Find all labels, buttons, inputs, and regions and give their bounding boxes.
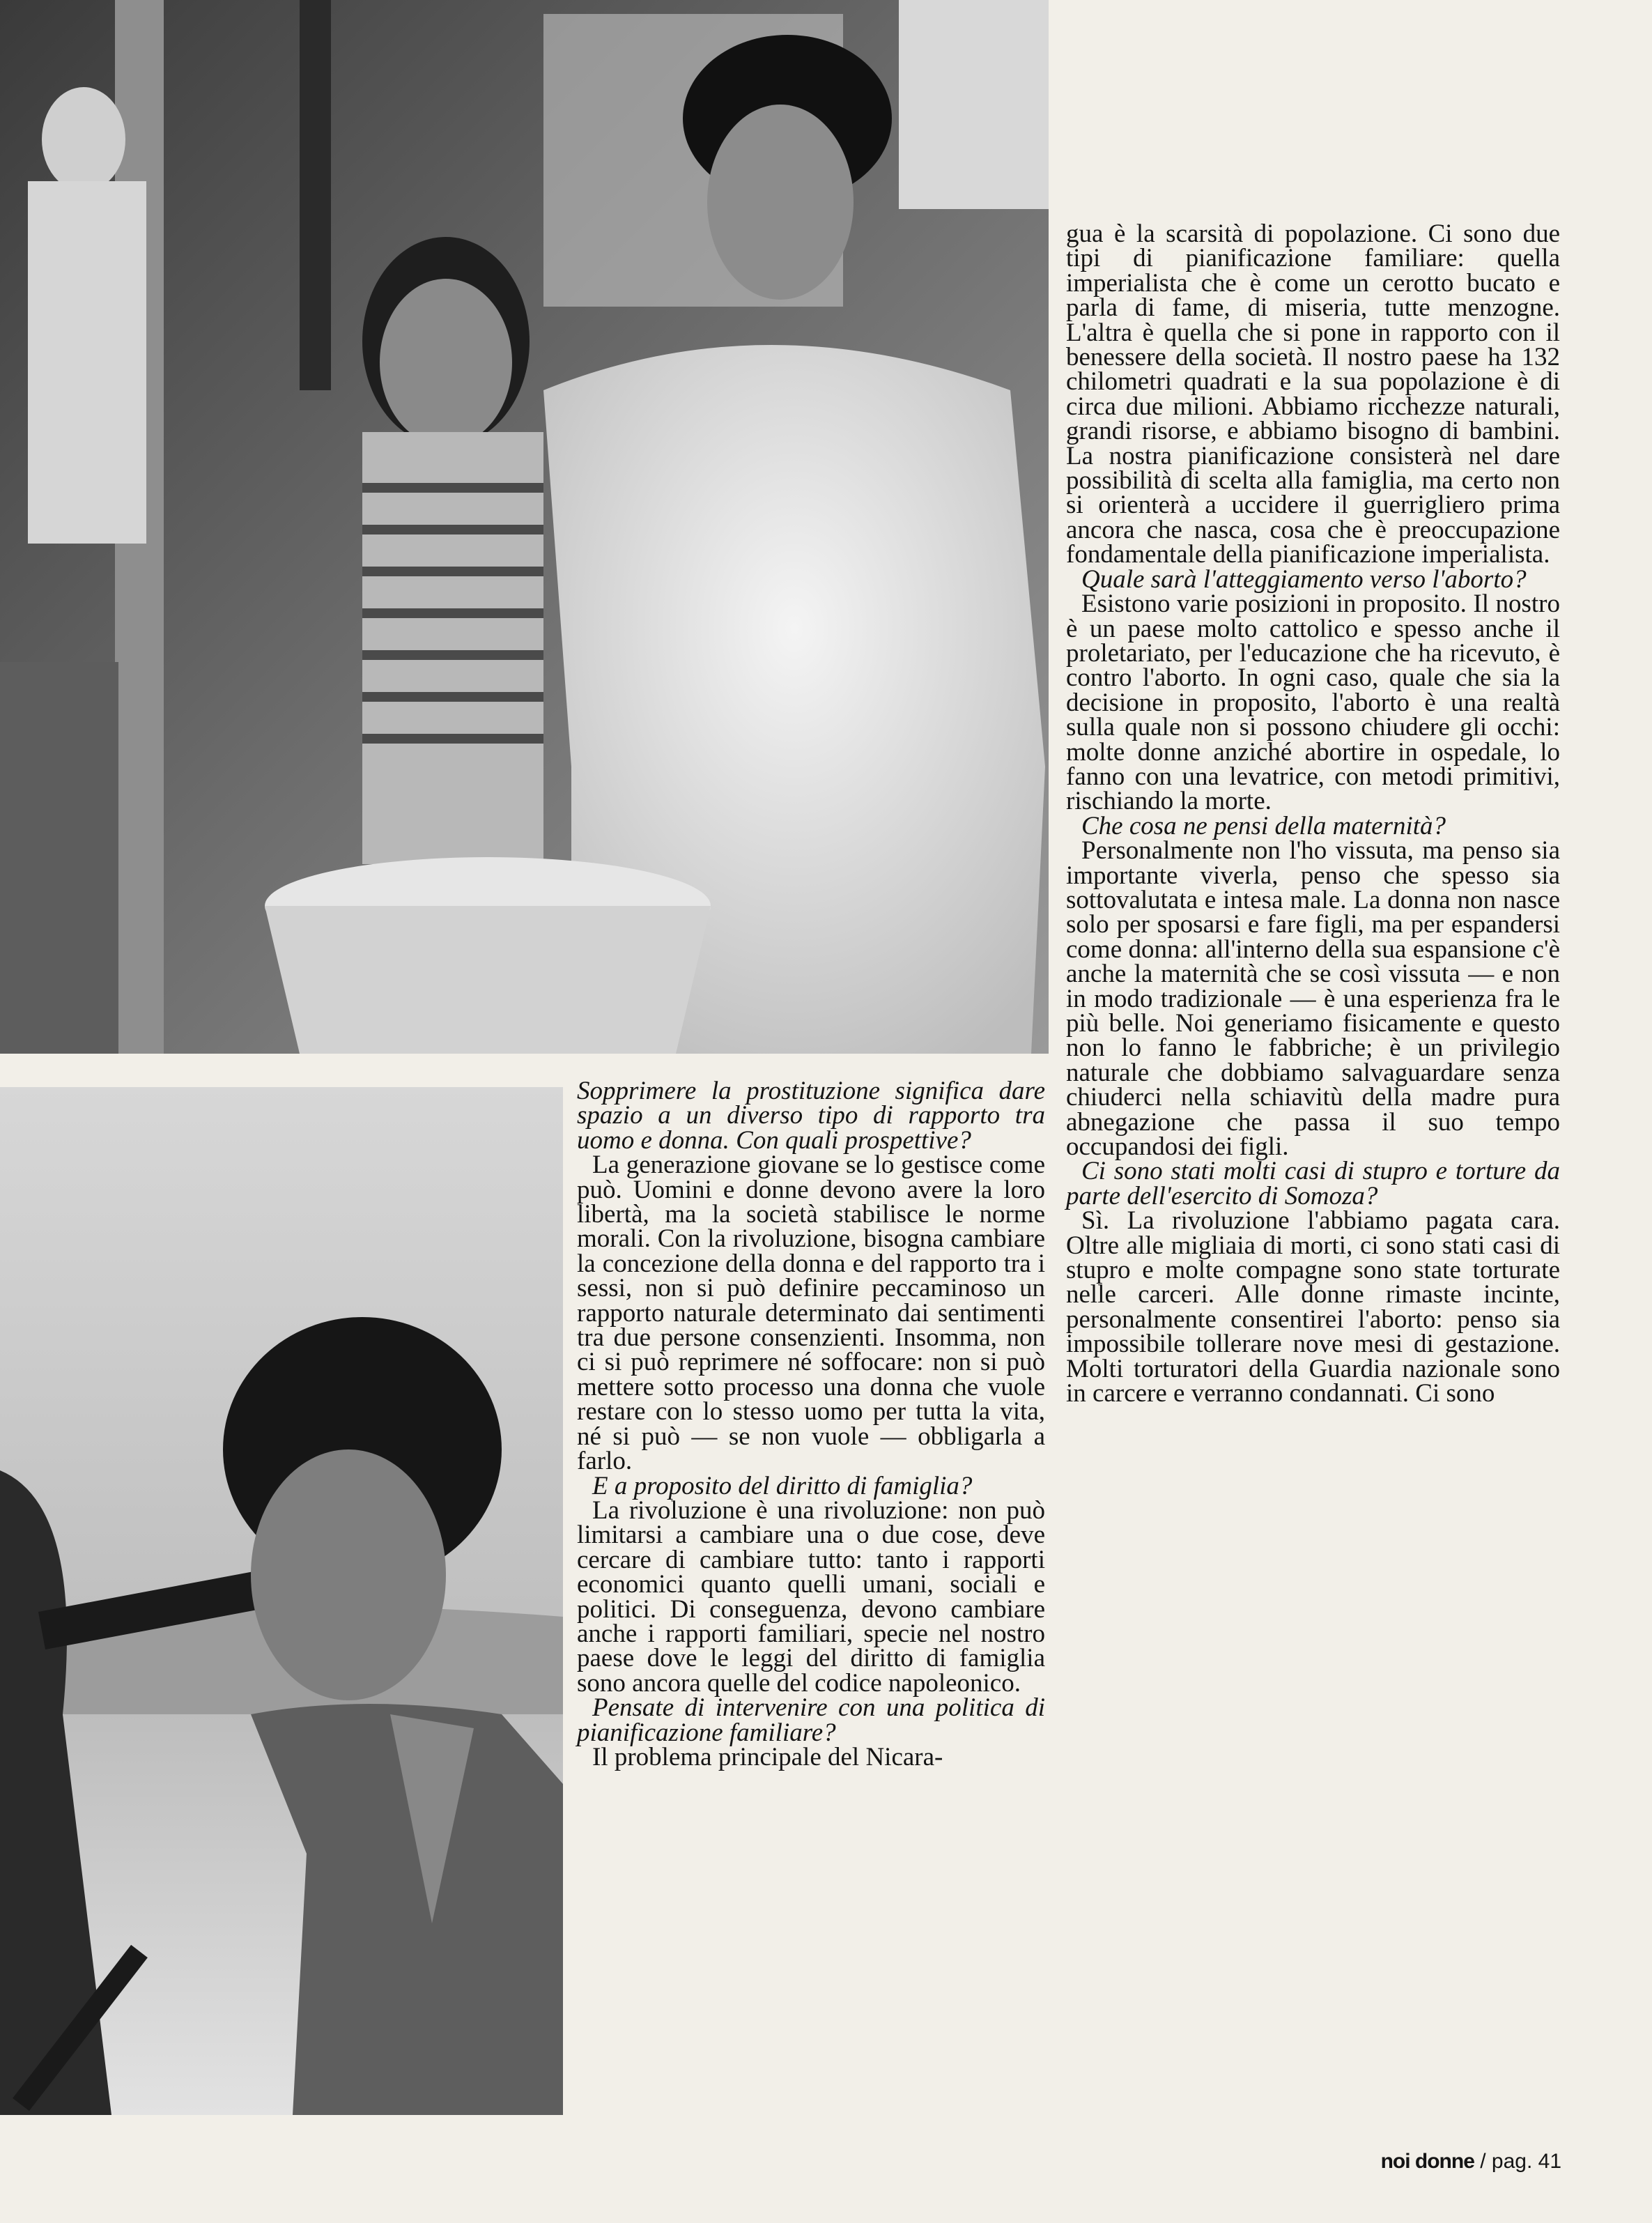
- interview-answer: Personalmente non l'ho vissuta, ma penso sia importante viverla, penso che spesso sia sottovalutata e intesa male. La donna non nasce solo per sposarsi e fare figli, ma per espandersi come donna: all'interno della sua espansione c'è anche la maternità che se così vissuta — e non in modo tradizionale — è una esperienza fra le più belle. Noi generiamo fisicamente e questo non lo fanno le fabbriche; è un privilegio naturale che dobbiamo salvaguardare senza chiuderci nella schiavitù della madre pura abnegazione che passa il suo tempo occupandosi dei figli.: [1066, 836, 1560, 1162]
- interview-answer: Sì. La rivoluzione l'abbiamo pagata cara. Oltre alle migliaia di morti, ci sono stati casi di stupro e molte compagne sono state torturate nelle carceri. Alle donne rimaste incinte, personalmente consentirei l'aborto: penso sia impossibile tollerare nove mesi di gestazione. Molti torturatori della Guardia nazionale sono in carcere e verranno condannati. Ci sono: [1066, 1206, 1560, 1408]
- interview-question: Pensate di intervenire con una politica di pianificazione familiare?: [577, 1693, 1045, 1747]
- article-column-middle: [577, 1079, 1045, 1769]
- interview-question: Sopprimere la prostituzione significa dare spazio a un diverso tipo di rapporto tra uomo e donna. Con quali prospettive?: [577, 1077, 1045, 1155]
- interview-answer: Esistono varie posizioni in proposito. Il nostro è un paese molto cattolico e spesso anche il proletariato, per l'educazione che ha ricevuto, è contro l'aborto. In ogni caso, quale che sia la decisione in proposito, l'aborto è una realtà sulla quale non si possono chiudere gli occhi: molte donne anziché abortire in ospedale, lo fanno con una levatrice, con metodi primitivi, rischiando la morte.: [1066, 590, 1560, 816]
- interview-question: Ci sono stati molti casi di stupro e torture da parte dell'esercito di Somoza?: [1066, 1157, 1560, 1210]
- interview-question: Quale sarà l'atteggiamento verso l'aborto?: [1081, 564, 1527, 594]
- interview-answer: La generazione giovane se lo gestisce come può. Uomini e donne devono avere la loro libertà, ma la società stabilisce le norme morali. Con la rivoluzione, bisogna cambiare la concezione della donna e del rapporto tra i sessi, non si può definire peccaminoso un rapporto naturale determinato dai sentimenti tra due persone consenzienti. Insomma, non ci si può reprimere né soffocare: non si può mettere sotto processo una donna che vuole restare con lo stesso uomo per tutta la vita, né si può — se non vuole — obbligarla a farlo.: [577, 1151, 1045, 1476]
- page-number: / pag. 41: [1480, 2150, 1561, 2173]
- magazine-name: noi donne: [1380, 2150, 1474, 2173]
- soldier-photo: [0, 1087, 563, 2115]
- interview-question: Che cosa ne pensi della maternità?: [1081, 811, 1446, 840]
- interview-question: E a proposito del diritto di famiglia?: [592, 1471, 973, 1500]
- interview-answer: La rivoluzione è una rivoluzione: non può limitarsi a cambiare una o due cose, deve cercare di cambiare tutto: tanto i rapporti economici quanto quelli umani, sociali e politici. Di conseguenza, devono cambiare anche i rapporti familiari, specie nel nostro paese dove le leggi del diritto di famiglia sono ancora quelle del codice napoleonico.: [577, 1495, 1045, 1698]
- interview-answer: gua è la scarsità di popolazione. Ci sono due tipi di pianificazione familiare: quella imperialista che è come un cerotto bucato e parla di fame, di miseria, tutte menzogne. L'altra è quella che si pone in rapporto con il benessere della società. Il nostro paese ha 132 chilometri quadrati e la sua popolazione è di circa due milioni. Abbiamo ricchezze naturali, grandi risorse, e abbiamo bisogno di bambini. La nostra pianificazione consisterà nel dare possibilità di scelta alla famiglia, ma certo non si orienterà a uccidere il guerrigliero prima ancora che nasca, cosa che è preoccupazione fondamentale della pianificazione imperialista.: [1066, 220, 1560, 569]
- market-photo: [0, 0, 1049, 1054]
- page-footer: [1381, 2150, 1561, 2174]
- article-column-right: [1066, 222, 1560, 1406]
- interview-answer: Il problema principale del Nicara-: [592, 1742, 943, 1771]
